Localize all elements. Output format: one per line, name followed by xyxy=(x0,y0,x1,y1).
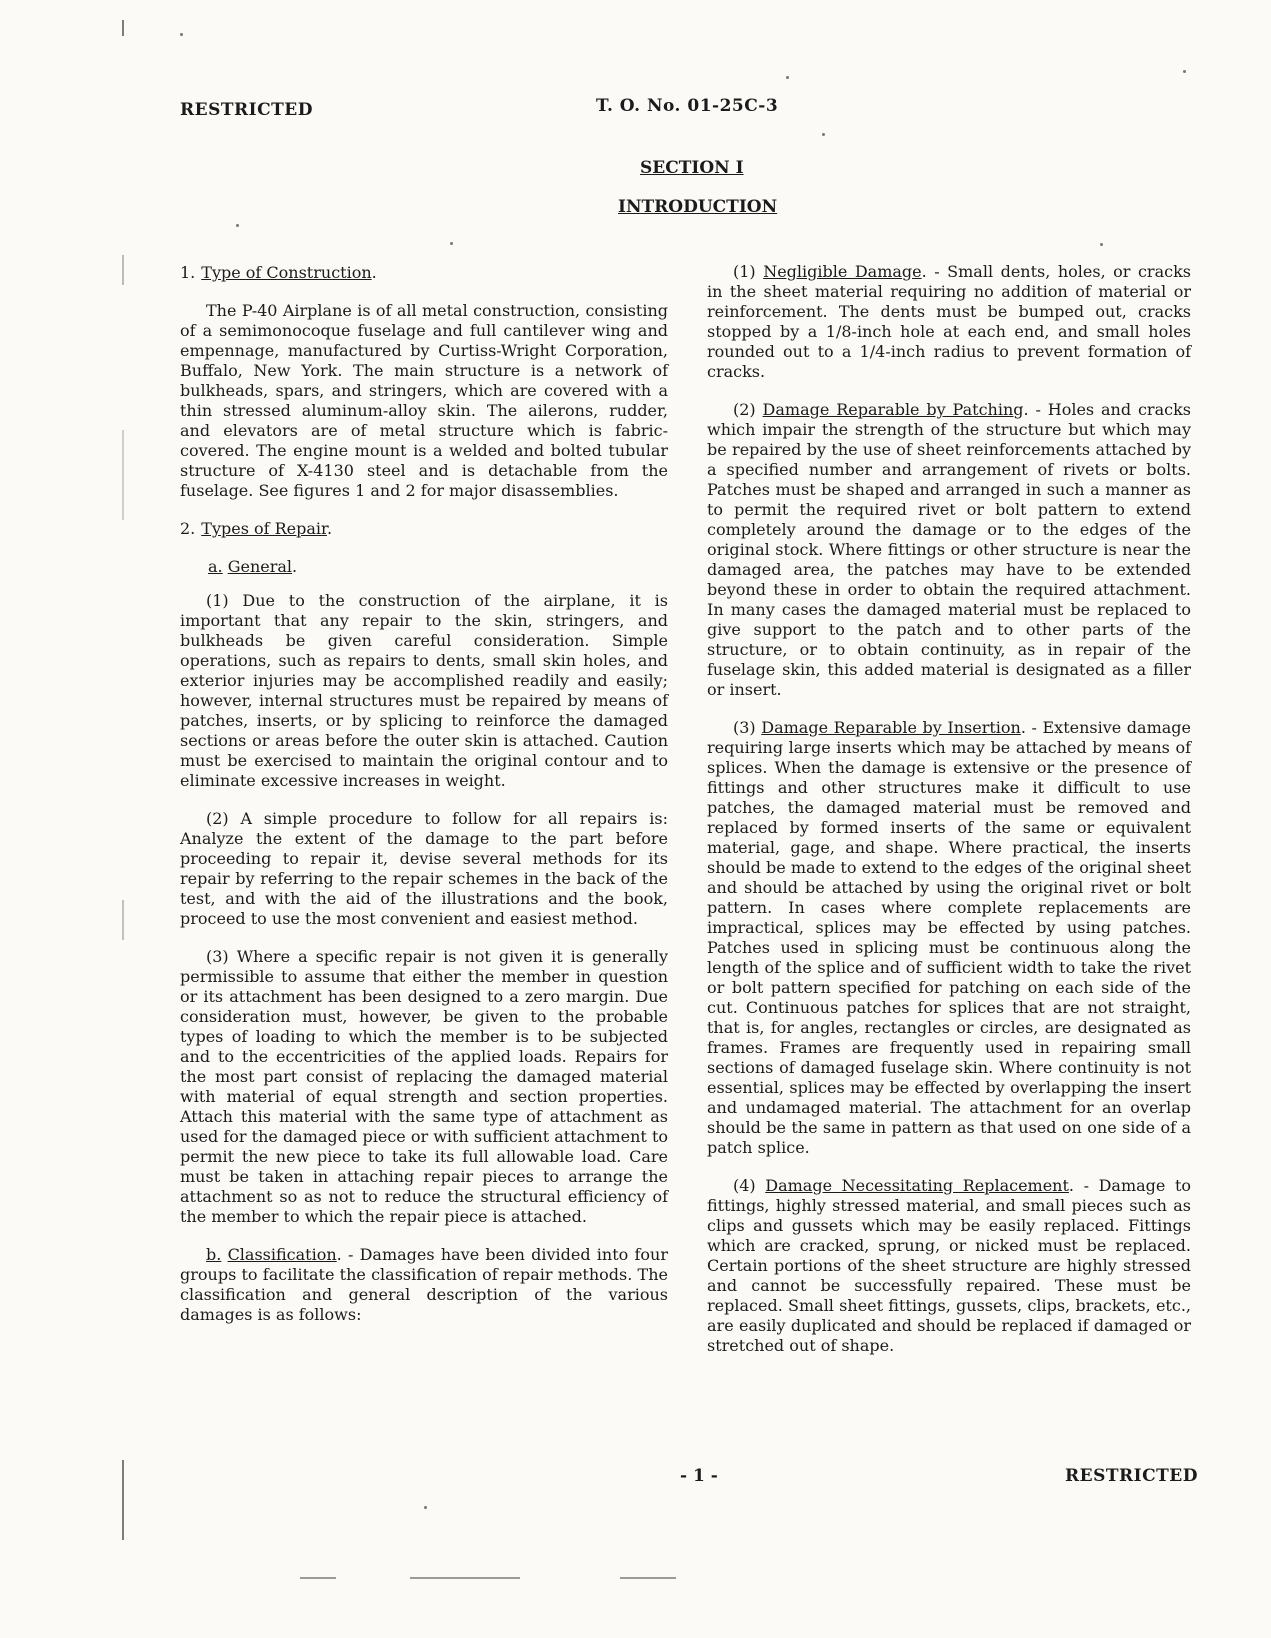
item-title: Damage Reparable by Insertion xyxy=(761,718,1021,737)
heading-number: 1. xyxy=(180,263,196,282)
subheading-title: General xyxy=(227,557,293,576)
item-text: - Holes and cracks which impair the strength of the structure but which may be repaired by the use of sheet reinforcements attached by a specified number and arrangement of rivets or bolts. Patches must be shaped and arranged in such a manner as to permit the required rivet or bolt pattern to extend completely around the damage or to the edges of the original stock. Where fittings or other structure is near the damaged area, the patches may have to be extended beyond these in order to obtain the required attachment. In many cases the damaged material must be replaced to give support to the patch and to other parts of the structure, or to obtain continuity, as in repair of the fuselage skin, this added material is designated as a filler or insert. xyxy=(707,400,1191,699)
heading-number: 2. xyxy=(180,519,196,538)
section-subtitle: INTRODUCTION xyxy=(618,197,778,217)
footer-classification: RESTRICTED xyxy=(1065,1466,1198,1486)
scan-speck xyxy=(1183,70,1186,73)
paragraph-construction: The P-40 Airplane is of all metal construction, consisting of a semimonocoque fuselage and full cantilever wing and empennage, manufactured by Curtiss-Wright Corporation, Buffalo, New York. The main structure is a network of bulkheads, spars, and stringers, which are covered with a thin stressed aluminum-alloy skin. The ailerons, rudder, and elevators are of metal structure which is fabric-covered. The engine mount is a welded and bolted tubular structure of X-4130 steel and is detachable from the fuselage. See figures 1 and 2 for major disassemblies. xyxy=(180,301,668,500)
scan-edge-mark xyxy=(122,900,124,940)
item-number: (3) xyxy=(733,718,756,737)
item-number: (2) xyxy=(733,400,756,419)
heading-title: Types of Repair xyxy=(201,519,327,538)
paragraph-classification: b. Classification. - Damages have been divided into four groups to facilitate the classification of repair methods. The classification and general description of the various damages is as follows: xyxy=(180,1245,669,1324)
classification-text: - Damages have been divided into four groups to facilitate the classification of repair methods. The classification and general description of the various damages is as follows: xyxy=(180,1245,669,1324)
scan-edge-mark xyxy=(122,255,124,285)
paragraph-general-3: (3) Where a specific repair is not given it is generally permissible to assume that either the member in question or its attachment has been designed to a zero margin. Due consideration must, however, be given to the probable types of loading to which the member is to be subjected and to the eccentricities of the applied loads. Repairs for the most part consist of replacing the damaged material with material of equal strength and section properties. Attach this material with the same type of attachment as used for the damaged piece or with sufficient attachment to permit the new piece to take its full allowable load. Care must be taken in attaching repair pieces to arrange the attachment so as not to reduce the structural efficiency of the member to which the repair piece is attached. xyxy=(180,947,668,1226)
item-number: (4) xyxy=(733,1176,756,1195)
item-text: - Damage to fittings, highly stressed material, and small pieces such as clips and gussets which may be easily replaced. Fittings which are cracked, sprung, or nicked must be replaced. Certain portions of the sheet structure are highly stressed and cannot be successfully repaired. These must be replaced. Small sheet fittings, gussets, clips, brackets, etc., are easily duplicated and should be replaced if damaged or stretched out of shape. xyxy=(707,1176,1192,1355)
right-column xyxy=(707,262,1191,1374)
scan-speck xyxy=(180,33,183,36)
item-title: Damage Reparable by Patching xyxy=(762,400,1024,419)
heading-types-of-repair: 2. Types of Repair. xyxy=(180,519,333,538)
item-text: - Small dents, holes, or cracks in the sheet material requiring no addition of material or reinforcement. The dents must be bumped out, cracks stopped by a 1/8-inch hole at each end, and small holes rounded out to a 1/4-inch radius to prevent formation of cracks. xyxy=(707,262,1191,381)
section-title: SECTION I xyxy=(640,158,744,178)
paragraph-damage-patching: (2) Damage Reparable by Patching. - Holes and cracks which impair the strength of the structure but which may be repaired by the use of sheet reinforcements attached by a specified number and arrangement of rivets or bolts. Patches must be shaped and arranged in such a manner as to permit the required rivet or bolt pattern to extend completely around the damage or to the edges of the original stock. Where fittings or other structure is near the damaged area, the patches may have to be extended beyond these in order to obtain the required attachment. In many cases the damaged material must be replaced to give support to the patch and to other parts of the structure, or to obtain continuity, as in repair of the fuselage skin, this added material is designated as a filler or insert. xyxy=(707,400,1191,699)
paragraph-negligible-damage: (1) Negligible Damage. - Small dents, holes, or cracks in the sheet material requiring no addition of material or reinforcement. The dents must be bumped out, cracks stopped by a 1/8-inch hole at each end, and small holes rounded out to a 1/4-inch radius to prevent formation of cracks. xyxy=(707,262,1191,381)
scan-edge-mark xyxy=(122,20,124,36)
item-title: Damage Necessitating Replacement xyxy=(765,1176,1069,1195)
scan-dash xyxy=(620,1577,676,1579)
scan-speck xyxy=(822,133,825,136)
heading-type-of-construction: 1. Type of Construction. xyxy=(180,263,377,282)
header-document-number: T. O. No. 01-25C-3 xyxy=(596,96,779,116)
scan-speck xyxy=(1100,243,1103,246)
header-classification: RESTRICTED xyxy=(180,100,313,120)
paragraph-general-2: (2) A simple procedure to follow for all repairs is: Analyze the extent of the damage to the part before proceeding to repair it, devise several methods for its repair by referring to the repair schemes in the back of the test, and with the aid of the illustrations and the book, proceed to use the most convenient and easiest method. xyxy=(180,809,668,928)
scan-speck xyxy=(786,76,789,79)
subheading-letter: a. xyxy=(208,557,223,576)
paragraph-damage-replacement: (4) Damage Necessitating Replacement. - Damage to fittings, highly stressed material, and small pieces such as clips and gussets which may be easily replaced. Fittings which are cracked, sprung, or nicked must be replaced. Certain portions of the sheet structure are highly stressed and cannot be successfully repaired. These must be replaced. Small sheet fittings, gussets, clips, brackets, etc., are easily duplicated and should be replaced if damaged or stretched out of shape. xyxy=(707,1176,1192,1355)
paragraph-damage-insertion: (3) Damage Reparable by Insertion. - Extensive damage requiring large inserts which may be attached by means of splices. When the damage is extensive or the presence of fittings and other structures make it difficult to use patches, the damaged material must be removed and replaced by formed inserts of the same or equivalent material, gage, and shape. Where practical, the inserts should be made to extend to the edges of the original sheet and should be attached by using the original rivet or bolt pattern. In cases where complete replacements are impractical, splices may be effected by using patches. Patches used in splicing must be continuous along the length of the splice and of sufficient width to take the rivet or bolt pattern specified for patching on each side of the cut. Continuous patches for splices that are not straight, that is, for angles, rectangles or circles, are designated as frames. Frames are frequently used in repairing small sections of damaged fuselage skin. Where continuity is not essential, splices may be effected by overlapping the insert and undamaged material. The attachment for an overlap should be the same in pattern as that used on one side of a patch splice. xyxy=(707,718,1192,1157)
scan-speck xyxy=(424,1506,427,1509)
scan-dash xyxy=(300,1577,336,1579)
item-text: - Extensive damage requiring large inserts which may be attached by means of splices. When the damage is extensive or the presence of fittings and other structures make it difficult to use patches, the damaged material must be removed and replaced by formed inserts of the same or equivalent material, gage, and shape. Where practical, the inserts should be made to extend to the edges of the original sheet and should be attached by using the original rivet or bolt pattern. In cases where complete replacements are impractical, splices may be effected by using patches. Patches used in splicing must be continuous along the length of the splice and of sufficient width to take the rivet or bolt pattern specified for patching on each side of the cut. Continuous patches for splices that are not straight, that is, for angles, rectangles or circles, are designated as frames. Frames are frequently used in repairing small sections of damaged fuselage skin. Where continuity is not essential, splices may be effected by overlapping the insert and undamaged material. The attachment for an overlap should be the same in pattern as that used on one side of a patch splice. xyxy=(707,718,1192,1157)
heading-title: Type of Construction xyxy=(201,263,372,282)
item-number: (1) xyxy=(733,262,756,281)
item-title: Negligible Damage xyxy=(763,262,922,281)
scan-edge-mark xyxy=(122,1460,124,1540)
subheading-letter: b. xyxy=(206,1245,222,1264)
page-number: - 1 - xyxy=(680,1466,718,1486)
scan-edge-mark xyxy=(122,430,124,520)
subheading-general: a. General. xyxy=(208,557,298,576)
left-column xyxy=(180,263,668,1343)
subheading-title: Classification xyxy=(227,1245,337,1264)
scan-speck xyxy=(236,224,239,227)
paragraph-general-1: (1) Due to the construction of the airplane, it is important that any repair to the skin, stringers, and bulkheads be given careful consideration. Simple operations, such as repairs to dents, small skin holes, and exterior injuries may be accomplished readily and easily; however, internal structures must be repaired by means of patches, inserts, or by splicing to reinforce the damaged sections or areas before the outer skin is attached. Caution must be exercised to maintain the original contour and to eliminate excessive increases in weight. xyxy=(180,591,668,790)
scan-dash xyxy=(410,1577,520,1579)
scan-speck xyxy=(450,242,453,245)
